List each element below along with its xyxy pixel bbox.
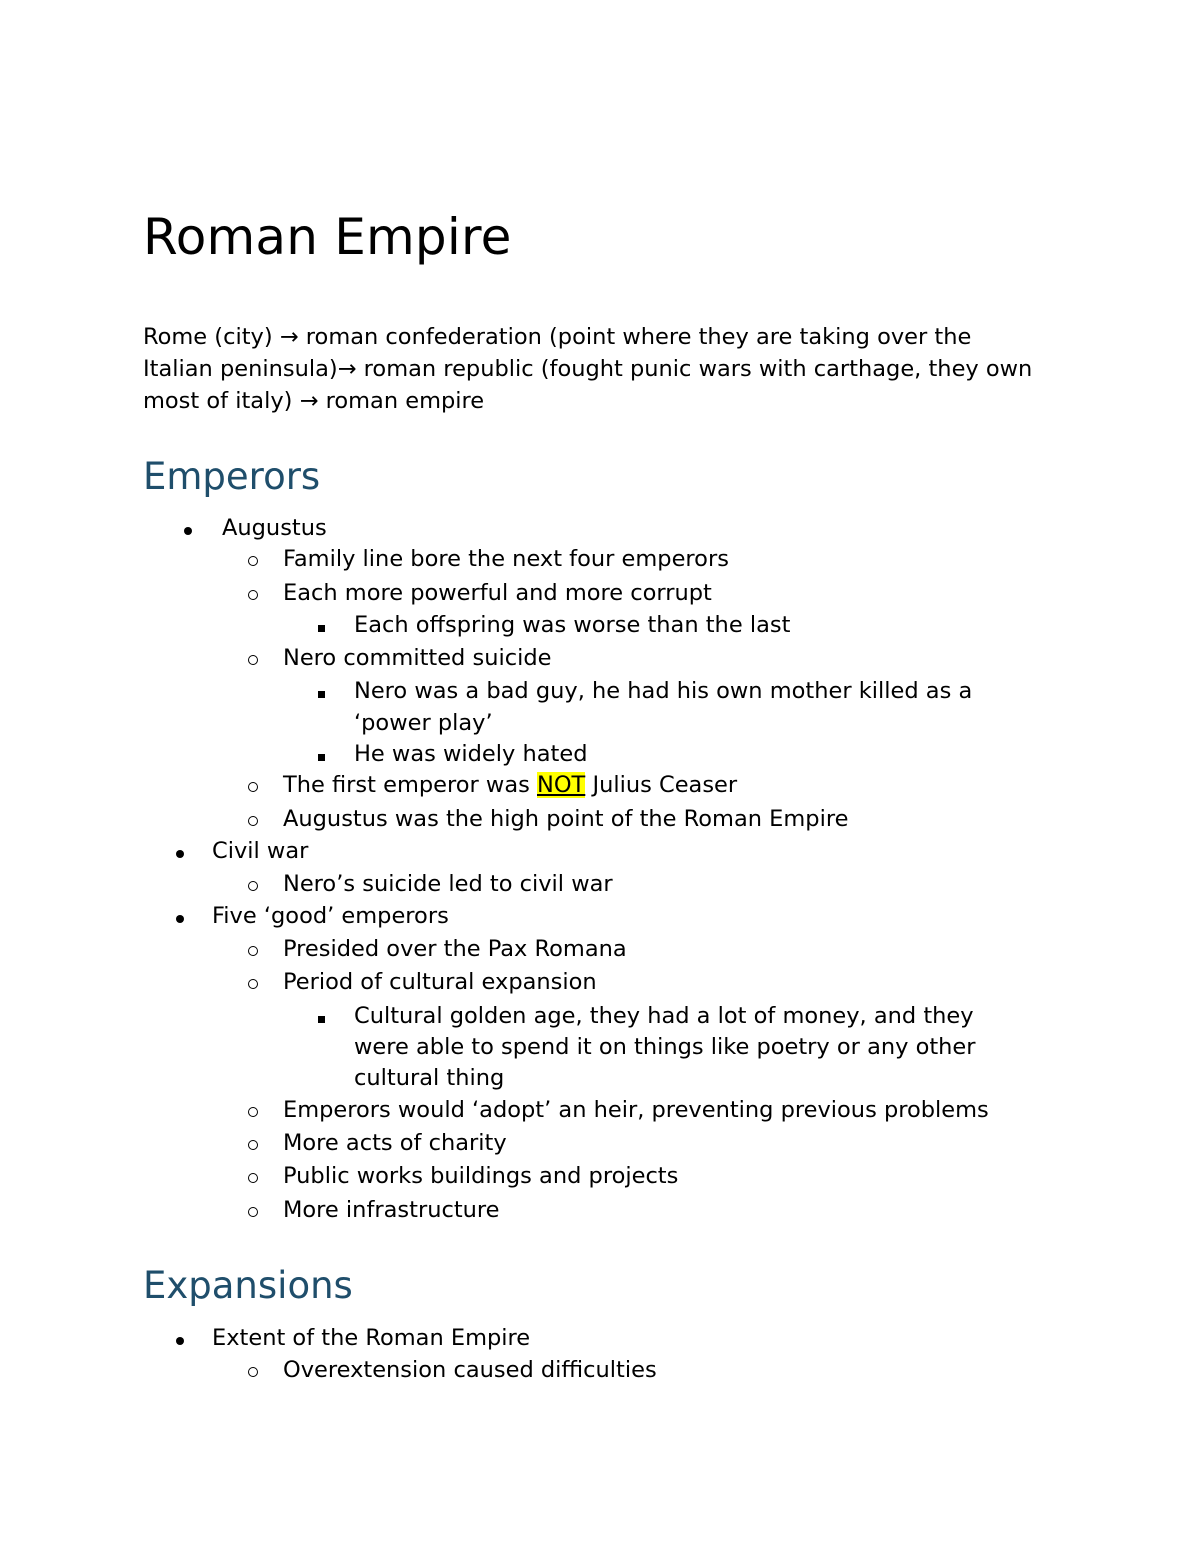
list-item-charity: More acts of charity <box>283 1130 507 1156</box>
list-item-nero-suicide: Nero committed suicide <box>283 645 552 671</box>
bullet-circle-icon <box>248 1194 258 1226</box>
bullet-square-icon <box>318 738 325 770</box>
arrow-icon: → <box>299 388 319 414</box>
list-item-augustus-high: Augustus was the high point of the Roman Empire <box>283 806 849 832</box>
intro-paragraph <box>143 321 1043 417</box>
list-item-public-works: Public works buildings and projects <box>283 1163 679 1189</box>
bullet-disc-icon <box>176 900 184 932</box>
intro-part-4: roman empire <box>318 388 485 414</box>
list-item-pax: Presided over the Pax Romana <box>283 936 627 962</box>
list-item-nero-civil: Nero’s suicide led to civil war <box>283 871 613 897</box>
intro-part-3: roman republic (fought punic wars with carthage, they own most of italy) <box>143 356 1033 414</box>
list-item-augustus: Augustus <box>222 515 327 541</box>
arrow-icon: → <box>337 356 357 382</box>
list-item-civil-war: Civil war <box>212 838 309 864</box>
bullet-circle-icon <box>248 769 258 801</box>
bullet-disc-icon <box>176 835 184 867</box>
list-item-family-line: Family line bore the next four emperors <box>283 546 729 572</box>
arrow-icon: → <box>279 324 299 350</box>
intro-part-1: Rome (city) <box>143 324 280 350</box>
intro-part-2: roman confederation (point where they are taking over the Italian peninsula) <box>143 324 972 382</box>
section-heading-emperors: Emperors <box>143 455 321 498</box>
list-item-golden-age-cont: were able to spend it on things like poetry or any other <box>354 1034 976 1060</box>
list-item-infrastructure: More infrastructure <box>283 1197 500 1223</box>
first-emperor-text: The first emperor was <box>283 772 537 798</box>
bullet-circle-icon <box>248 868 258 900</box>
bullet-circle-icon <box>248 1160 258 1192</box>
bullet-square-icon <box>318 675 325 707</box>
bullet-circle-icon <box>248 577 258 609</box>
bullet-circle-icon <box>248 803 258 835</box>
bullet-circle-icon <box>248 1127 258 1159</box>
bullet-circle-icon <box>248 1094 258 1126</box>
list-item-period: Period of cultural expansion <box>283 969 597 995</box>
bullet-circle-icon <box>248 1354 258 1386</box>
list-item-widely-hated: He was widely hated <box>354 741 588 767</box>
bullet-disc-icon <box>184 512 192 544</box>
list-item-golden-age-cont2: cultural thing <box>354 1065 505 1091</box>
list-item-adopt: Emperors would ‘adopt’ an heir, preventing previous problems <box>283 1097 989 1123</box>
bullet-square-icon <box>318 1000 325 1032</box>
highlighted-not: NOT <box>537 772 586 798</box>
list-item-overextension: Overextension caused difficulties <box>283 1357 657 1383</box>
bullet-circle-icon <box>248 966 258 998</box>
bullet-circle-icon <box>248 933 258 965</box>
list-item-golden-age: Cultural golden age, they had a lot of money, and they <box>354 1003 974 1029</box>
list-item-five-good: Five ‘good’ emperors <box>212 903 449 929</box>
list-item-each-more: Each more powerful and more corrupt <box>283 580 712 606</box>
list-item-extent: Extent of the Roman Empire <box>212 1325 531 1351</box>
list-item-nero-bad-cont: ‘power play’ <box>354 710 493 736</box>
bullet-circle-icon <box>248 543 258 575</box>
first-emperor-text-post: Julius Ceaser <box>585 772 738 798</box>
bullet-disc-icon <box>176 1322 184 1354</box>
bullet-circle-icon <box>248 642 258 674</box>
list-item-nero-bad: Nero was a bad guy, he had his own mother killed as a <box>354 678 973 704</box>
page-title: Roman Empire <box>143 208 512 266</box>
section-heading-expansions: Expansions <box>143 1264 353 1307</box>
list-item-first-emperor <box>283 769 737 801</box>
bullet-square-icon <box>318 609 325 641</box>
list-item-each-offspring: Each offspring was worse than the last <box>354 612 791 638</box>
